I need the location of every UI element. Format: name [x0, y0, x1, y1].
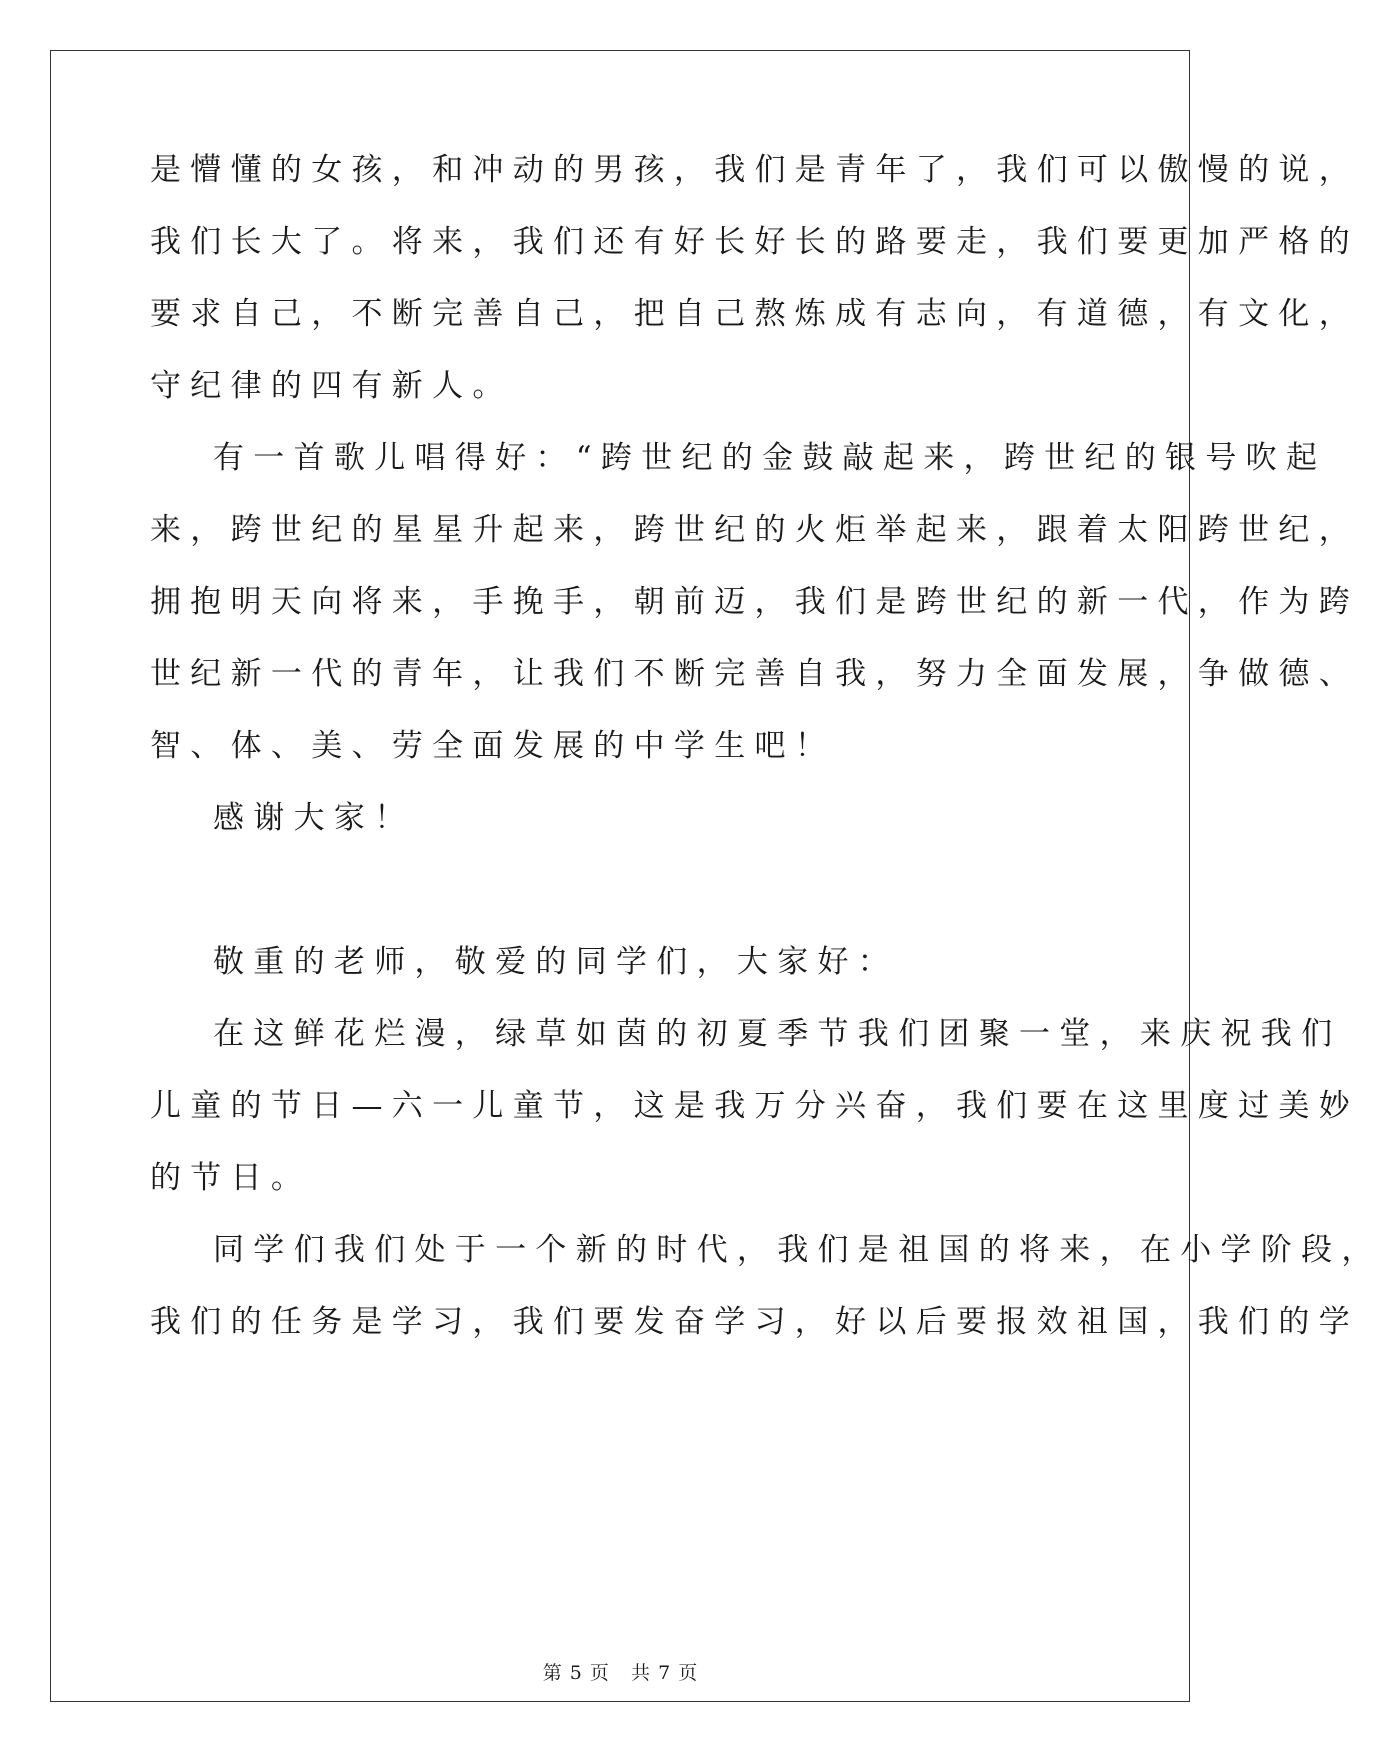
text-line: 守纪律的四有新人。	[150, 368, 513, 404]
paragraph-start-line: 有一首歌儿唱得好：“跨世纪的金鼓敲起来，跨世纪的银号吹起	[213, 440, 1327, 476]
text-line: 我们的任务是学习，我们要发奋学习，好以后要报效祖国，我们的学	[150, 1304, 1359, 1340]
text-line: 来，跨世纪的星星升起来，跨世纪的火炬举起来，跟着太阳跨世纪，	[150, 512, 1359, 548]
paragraph-start-line: 在这鲜花烂漫，绿草如茵的初夏季节我们团聚一堂，来庆祝我们	[213, 1016, 1342, 1052]
text-line: 儿童的节日—六一儿童节，这是我万分兴奋，我们要在这里度过美妙	[150, 1088, 1359, 1124]
text-line: 智、体、美、劳全面发展的中学生吧！	[150, 728, 836, 764]
text-line: 世纪新一代的青年，让我们不断完善自我，努力全面发展，争做德、	[150, 656, 1359, 692]
text-line: 的节日。	[150, 1160, 312, 1196]
speech-greeting: 敬重的老师，敬爱的同学们，大家好：	[213, 944, 899, 980]
text-line: 拥抱明天向将来，手挽手，朝前迈，我们是跨世纪的新一代，作为跨	[150, 584, 1359, 620]
page-number-footer: 第 5 页 共 7 页	[542, 1662, 699, 1684]
closing-thanks: 感谢大家！	[213, 800, 415, 836]
paragraph-start-line: 同学们我们处于一个新的时代，我们是祖国的将来，在小学阶段，	[213, 1232, 1382, 1268]
text-line: 是懵懂的女孩，和冲动的男孩，我们是青年了，我们可以傲慢的说，	[150, 152, 1359, 188]
text-line: 我们长大了。将来，我们还有好长好长的路要走，我们要更加严格的	[150, 224, 1359, 260]
text-line: 要求自己，不断完善自己，把自己熬炼成有志向，有道德，有文化，	[150, 296, 1359, 332]
